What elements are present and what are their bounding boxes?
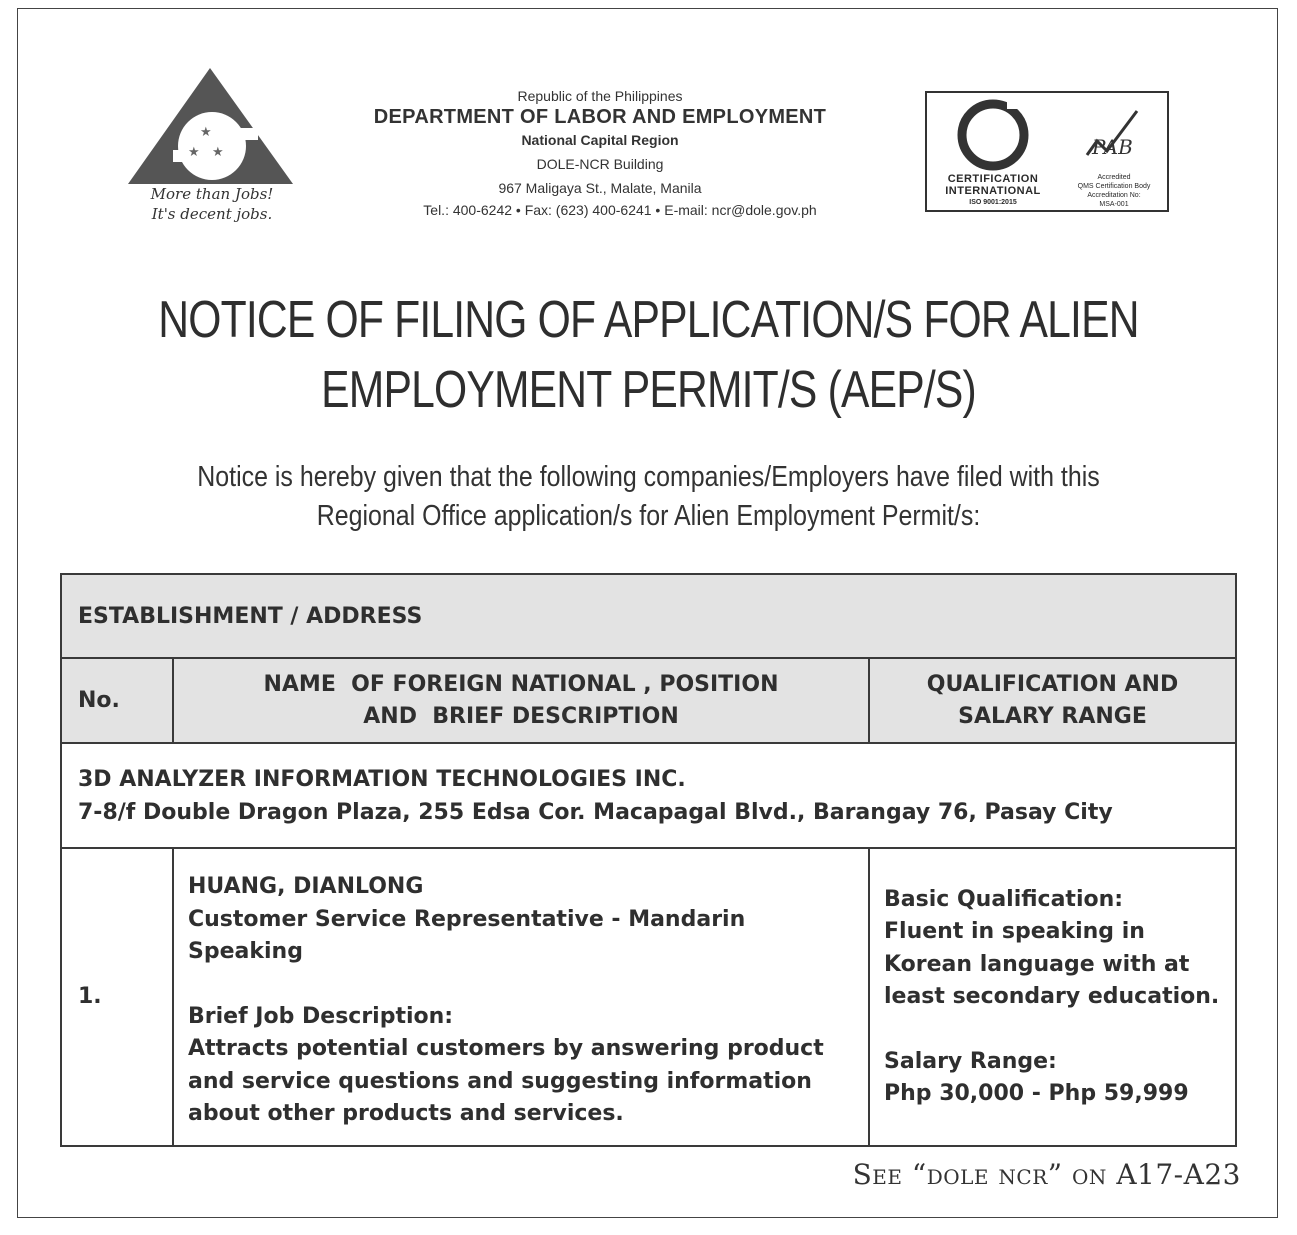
notice-title: [150, 285, 1148, 425]
pab-line1: Accredited: [1097, 174, 1131, 181]
dole-logo: [118, 66, 303, 246]
salary-value: Php 30,000 - Php 59,999: [884, 1081, 1189, 1106]
notice-title-line1: NOTICE OF FILING OF APPLICATION/S FOR ALIEN: [158, 291, 1139, 349]
logo-tagline-line2: It's decent jobs.: [151, 205, 273, 223]
page-reference: [853, 1158, 1241, 1191]
department-name: DEPARTMENT OF LABOR AND EMPLOYMENT: [373, 106, 827, 128]
pab-label: [1062, 173, 1166, 209]
company-cell: [61, 743, 1236, 848]
job-description-label: Brief Job Description:: [188, 1003, 454, 1029]
column-header-name: [173, 658, 869, 743]
ci-name: CERTIFICATION INTERNATIONAL: [945, 173, 1041, 197]
position-line1: Customer Service Representative - Mandarin: [188, 906, 746, 932]
column-header-qualification: [869, 658, 1236, 743]
region-name: National Capital Region: [521, 132, 679, 148]
column-header-name-line1: NAME OF FOREIGN NATIONAL , POSITION: [263, 671, 779, 697]
svg-text:★: ★: [188, 145, 200, 160]
see-on: on: [1072, 1158, 1107, 1191]
table-row: [61, 848, 1236, 1146]
svg-text:★: ★: [200, 125, 212, 140]
aep-table: [60, 573, 1237, 1147]
company-row: [61, 743, 1236, 848]
see-pages: A17-A23: [1116, 1158, 1241, 1191]
notice-intro: [125, 458, 1172, 536]
qualification-line2: Korean language with at: [884, 951, 1190, 977]
certification-icons: [927, 93, 1167, 175]
pab-logo-text: PAB: [1092, 135, 1133, 159]
svg-text:★: ★: [212, 145, 224, 160]
job-description-line1: Attracts potential customers by answering product: [188, 1036, 824, 1061]
certification-badge: [925, 91, 1169, 212]
column-header-row: [61, 658, 1236, 743]
see-word: See: [852, 1158, 903, 1191]
column-header-qual-line2: SALARY RANGE: [958, 703, 1147, 729]
job-description-line2: and service questions and suggesting information: [188, 1068, 812, 1094]
company-address: 7-8/f Double Dragon Plaza, 255 Edsa Cor. Macapagal Blvd., Barangay 76, Pasay City: [78, 799, 1113, 825]
agency-address: 967 Maligaya St., Malate, Manila: [498, 180, 702, 196]
column-header-name-line2: AND BRIEF DESCRIPTION: [363, 703, 679, 729]
pab-line4: MSA-001: [1099, 201, 1129, 208]
ci-standard: ISO 9001:2015: [969, 199, 1017, 206]
pab-line3: Accreditation No:: [1087, 192, 1141, 199]
building-name: DOLE-NCR Building: [536, 156, 664, 172]
qualification-line1: Fluent in speaking in: [884, 919, 1145, 944]
establishment-header-row: [61, 574, 1236, 658]
company-name: 3D ANALYZER INFORMATION TECHNOLOGIES INC.: [78, 766, 686, 792]
job-description-line3: about other products and services.: [188, 1101, 624, 1126]
pab-line2: QMS Certification Body: [1077, 183, 1151, 190]
qualification-line3: least secondary education.: [884, 984, 1220, 1009]
foreign-national-name: HUANG, DIANLONG: [188, 874, 424, 899]
column-header-no: No.: [61, 658, 173, 743]
entry-qualification-cell: [869, 848, 1236, 1146]
republic-line: Republic of the Philippines: [517, 88, 683, 104]
establishment-header: ESTABLISHMENT / ADDRESS: [61, 574, 1236, 658]
position-line2: Speaking: [188, 939, 303, 964]
notice-intro-line2: Regional Office application/s for Alien Employment Permit/s:: [316, 500, 981, 532]
column-header-qual-line1: QUALIFICATION AND: [926, 671, 1179, 697]
entry-description-cell: [173, 848, 869, 1146]
logo-tagline: [122, 184, 302, 224]
agency-contact: Tel.: 400-6242 • Fax: (623) 400-6241 • E-mail: ncr@dole.gov.ph: [423, 202, 817, 218]
see-ref: “dole ncr”: [911, 1158, 1063, 1191]
agency-header: [300, 88, 900, 218]
salary-label: Salary Range:: [884, 1048, 1057, 1074]
notice-title-line2: EMPLOYMENT PERMIT/S (AEP/S): [321, 361, 976, 419]
ci-label: [929, 173, 1057, 209]
logo-tagline-line1: More than Jobs!: [150, 185, 274, 203]
qualification-label: Basic Qualification:: [884, 886, 1124, 912]
notice-intro-line1: Notice is hereby given that the following companies/Employers have filed with this: [197, 461, 1100, 493]
entry-number: 1.: [61, 848, 173, 1146]
